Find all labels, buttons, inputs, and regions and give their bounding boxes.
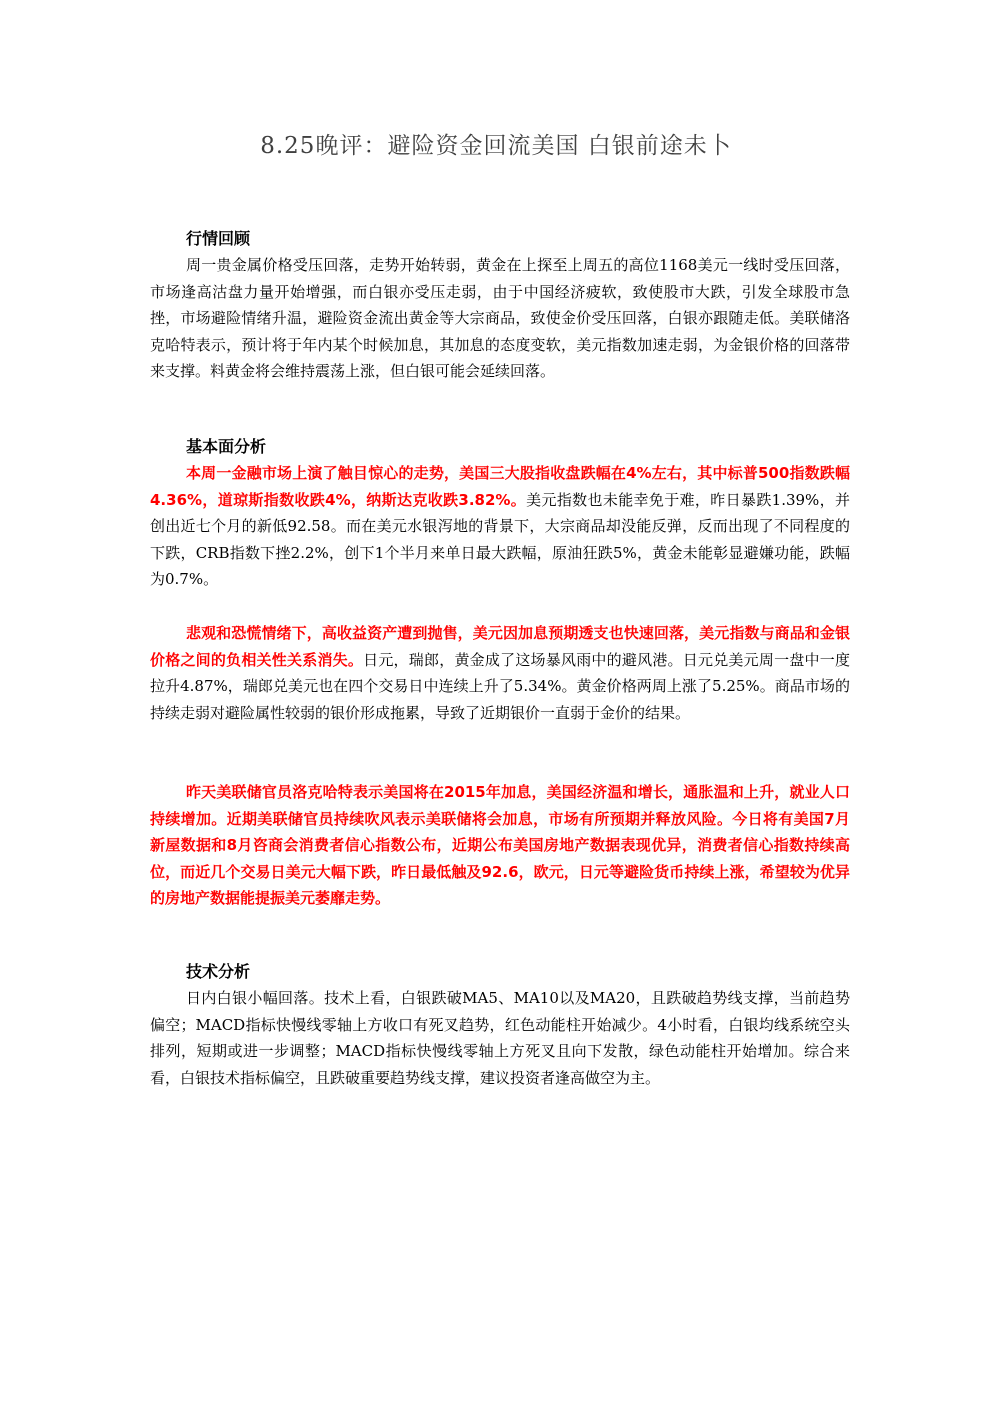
review-paragraph: 周一贵金属价格受压回落，走势开始转弱，黄金在上探至上周五的高位1168美元一线时受压回落，市场逢高沽盘力量开始增强，而白银亦受压走弱，由于中国经济疲软，致使股市大跌，引发全球股市急挫，市场避险情绪升温，避险资金流出黄金等大宗商品，致使金价受压回落，白银亦跟随走低。美联储洛克哈特表示，预计将于年内某个时候加息，其加息的态度变软，美元指数加速走弱，为金银价格的回落带来支撑。料黄金将会维持震荡上涨，但白银可能会延续回落。 xyxy=(150,256,850,380)
fundamental-paragraph-3 xyxy=(150,779,850,912)
fundamental-section xyxy=(150,434,850,593)
fundamental-highlight-3: 昨天美联储官员洛克哈特表示美国将在2015年加息，美国经济温和增长，通胀温和上升，就业人口持续增加。近期美联储官员持续吹风表示美联储将会加息，市场有所预期并释放风险。今日将有美国7月新屋数据和8月咨商会消费者信心指数公布，近期公布美国房地产数据表现优异，消费者信心指数持续高位，而近几个交易日美元大幅下跌，昨日最低触及92.6，欧元，日元等避险货币持续上涨，希望较为优异的房地产数据能提振美元萎靡走势。 xyxy=(150,783,850,907)
fundamental-section-2 xyxy=(150,620,850,726)
fundamental-text-1: 美元指数也未能幸免于难，昨日暴跌1.39%，并创出近七个月的新低92.58。而在美元水银泻地的背景下，大宗商品却没能反弹，反而出现了不同程度的下跌，CRB指数下挫2.2%，创下1个半月来单日最大跌幅，原油狂跌5%，黄金未能彰显避嫌功能，跌幅为0.7%。 xyxy=(150,490,851,588)
fundamental-paragraph-2 xyxy=(150,620,850,726)
fundamental-paragraph-1 xyxy=(150,460,850,593)
fundamental-highlight-1: 本周一金融市场上演了触目惊心的走势，美国三大股指收盘跌幅在4%左右，其中标普500指数跌幅4.36%，道琼斯指数收跌4%，纳斯达克收跌3.82%。 xyxy=(150,464,850,509)
fundamental-heading: 基本面分析 xyxy=(186,437,267,456)
technical-section xyxy=(150,959,850,1091)
fundamental-section-3 xyxy=(150,779,850,912)
technical-paragraph: 日内白银小幅回落。技术上看，白银跌破MA5、MA10以及MA20，且跌破趋势线支撑，当前趋势偏空；MACD指标快慢线零轴上方收口有死叉趋势，红色动能柱开始减少。4小时看，白银均线系统空头排列，短期或进一步调整；MACD指标快慢线零轴上方死叉且向下发散，绿色动能柱开始增加。综合来看，白银技术指标偏空，且跌破重要趋势线支撑，建议投资者逢高做空为主。 xyxy=(150,989,850,1087)
review-section xyxy=(150,226,850,385)
page-title: 8.25晚评：避险资金回流美国 白银前途未卜 xyxy=(260,133,732,159)
technical-heading: 技术分析 xyxy=(186,962,251,981)
fundamental-highlight-2: 悲观和恐慌情绪下，高收益资产遭到抛售，美元因加息预期透支也快速回落，美元指数与商品和金银价格之间的负相关性关系消失。 xyxy=(150,624,850,669)
fundamental-text-2: 日元，瑞郎，黄金成了这场暴风雨中的避风港。日元兑美元周一盘中一度拉升4.87%，瑞郎兑美元也在四个交易日中连续上升了5.34%。黄金价格两周上涨了5.25%。商品市场的持续走弱对避险属性较弱的银价形成拖累，导致了近期银价一直弱于金价的结果。 xyxy=(150,650,850,722)
review-heading: 行情回顾 xyxy=(186,229,251,248)
